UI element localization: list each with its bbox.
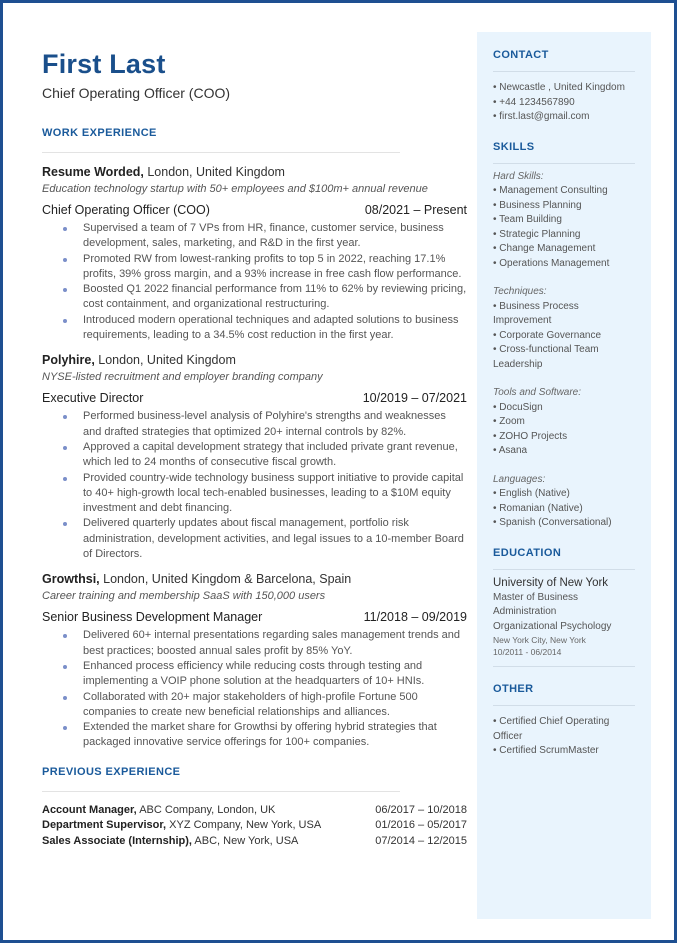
previous-dates: 01/2016 – 05/2017 [375,819,467,832]
bullet-list [42,409,467,562]
bullet-list [42,221,467,343]
skill-item: • Romanian (Native) [493,502,583,514]
education-school: University of New York [493,576,609,589]
position-title: Chief Operating Officer (COO) [42,203,210,217]
skill-item: • Corporate Governance [493,329,602,341]
previous-role: Department Supervisor, [42,819,167,832]
section-divider [42,152,400,153]
sidebar-divider [493,666,635,667]
sidebar-divider [493,705,635,706]
skill-item: • Team Building [493,214,562,225]
skill-item: • Business Planning [493,199,582,211]
candidate-name: First Last [42,49,166,79]
education-dates: 10/2011 - 06/2014 [493,647,562,657]
company-location: London, United Kingdom [94,353,236,368]
skills-heading: SKILLS [493,140,535,153]
main-column [42,48,467,849]
position-dates: 11/2018 – 09/2019 [363,610,467,625]
position-title: Senior Business Development Manager [42,610,263,625]
skill-item: • Business Process [493,300,579,312]
company-location: London, United Kingdom [143,165,285,179]
bullet-list [42,628,467,750]
bullet-item: Boosted Q1 2022 financial performance from 11% to 62% by reviewing pricing, cost containment, and organizational restructuring. [42,282,467,313]
sidebar [477,32,651,919]
company-name: Polyhire, [42,353,95,368]
position-row [42,391,467,406]
skill-item: Improvement [493,315,552,326]
company-line [42,165,467,180]
previous-experience-row [42,834,467,850]
skill-group-label: Tools and Software: [493,387,582,398]
education-location: New York City, New York [493,635,586,645]
position-dates: 08/2021 – Present [364,203,467,217]
company-description: Education technology startup with 50+ employees and $100m+ annual revenue [42,183,428,195]
certification-item: • Certified ScrumMaster [493,745,599,756]
bullet-item: Collaborated with 20+ major stakeholders of high-profile Fortune 500 companies to create new beneficial relationships and alliances. [42,690,467,721]
contact-email: • first.last@gmail.com [493,111,590,122]
previous-experience-list [42,803,467,850]
company-description: NYSE-listed recruitment and employer branding company [42,371,323,384]
education-degree: Master of Business [493,591,579,603]
certification-item: • Certified Chief Operating [493,716,610,727]
section-divider [42,791,400,792]
job-entry [42,353,467,562]
previous-experience-heading: PREVIOUS EXPERIENCE [42,765,181,778]
previous-dates: 07/2014 – 12/2015 [375,834,467,847]
education-degree: Administration [493,606,557,617]
bullet-item: Supervised a team of 7 VPs from HR, finance, customer service, business development, sales, marketing, and R&D in the first year. [42,221,467,252]
skill-item: • Change Management [493,243,596,254]
skill-group-label: Languages: [493,473,546,485]
previous-company: XYZ Company, New York, USA [166,819,322,832]
skill-group-label: Techniques: [493,286,547,297]
skill-item: • Management Consulting [493,185,608,196]
skill-item: • Operations Management [493,257,610,269]
certification-item: Officer [493,730,523,742]
skill-item: • Strategic Planning [493,228,581,240]
previous-dates: 06/2017 – 10/2018 [375,803,467,816]
previous-role: Sales Associate (Internship), [42,834,192,847]
bullet-item: Extended the market share for Growthsi by offering hybrid strategies that packaged innovative service offerings for 100+ companies. [42,720,467,751]
previous-company: ABC Company, London, UK [136,803,276,816]
previous-company: ABC, New York, USA [191,834,299,847]
company-description: Career training and membership SaaS with 150,000 users [42,590,326,603]
work-experience-heading: WORK EXPERIENCE [42,127,157,139]
skill-item: • Cross-functional Team [493,344,599,355]
contact-heading: CONTACT [493,49,549,61]
bullet-item: Introduced modern operational techniques and adapted solutions to business requirements, leading to a 34.5% cost reduction in the first year. [42,313,467,344]
skill-item: • Asana [493,445,528,456]
job-entry [42,572,467,750]
sidebar-divider [493,163,635,164]
skill-item: Leadership [493,358,543,370]
skill-item: • Spanish (Conversational) [493,517,612,528]
position-row [42,610,467,625]
company-location: London, United Kingdom & Barcelona, Spain [99,572,352,587]
skill-item: • English (Native) [493,488,570,499]
education-heading: EDUCATION [493,546,562,559]
position-title: Executive Director [42,391,144,406]
sidebar-divider [493,569,635,570]
skill-group-label: Hard Skills: [493,170,544,182]
skill-item: • DocuSign [493,401,543,413]
sidebar-divider [493,71,635,72]
bullet-item: Performed business-level analysis of Polyhire's strengths and weaknesses and drafted strategies that optimized 20+ internal controls by 82%. [42,409,467,440]
skill-item: • ZOHO Projects [493,430,568,442]
company-line [42,572,467,587]
bullet-item: Enhanced process efficiency while reducing costs through testing and implementing a VOIP phone solution at the headquarters of 10+ HNIs. [42,659,467,690]
bullet-item: Provided country-wide technology business support initiative to provide capital to 40+ high-growth local tech-enabled businesses, leading to a $10M equity investment and debt financing. [42,471,467,517]
bullet-item: Promoted RW from lowest-ranking profits to top 5 in 2022, reaching 17.1% profits, 39% gross margin, and a 93% increase in free cash flow performance. [42,252,467,283]
previous-experience-row [42,803,467,819]
company-name: Resume Worded, [42,165,144,179]
position-dates: 10/2019 – 07/2021 [362,391,467,406]
previous-role: Account Manager, [42,803,137,816]
bullet-item: Delivered 60+ internal presentations regarding sales management trends and best practices; boosted annual sales profit by 85% YoY. [42,628,467,659]
contact-location: • Newcastle , United Kingdom [493,82,625,93]
bullet-item: Approved a capital development strategy that included private grant revenue, which led to 24 months of consecutive fiscal growth. [42,440,467,471]
company-name: Growthsi, [42,572,100,587]
skill-item: • Zoom [493,416,525,427]
job-entry [42,165,467,343]
candidate-title: Chief Operating Officer (COO) [42,85,231,101]
other-heading: OTHER [493,683,534,695]
contact-phone: • +44 1234567890 [493,96,575,108]
bullet-item: Delivered quarterly updates about fiscal management, portfolio risk administration, development activities, and legal issues to a 10-member Board of Directors. [42,516,467,562]
position-row [42,203,467,218]
education-degree: Organizational Psychology [493,620,612,632]
previous-experience-row [42,818,467,834]
company-line [42,353,467,368]
